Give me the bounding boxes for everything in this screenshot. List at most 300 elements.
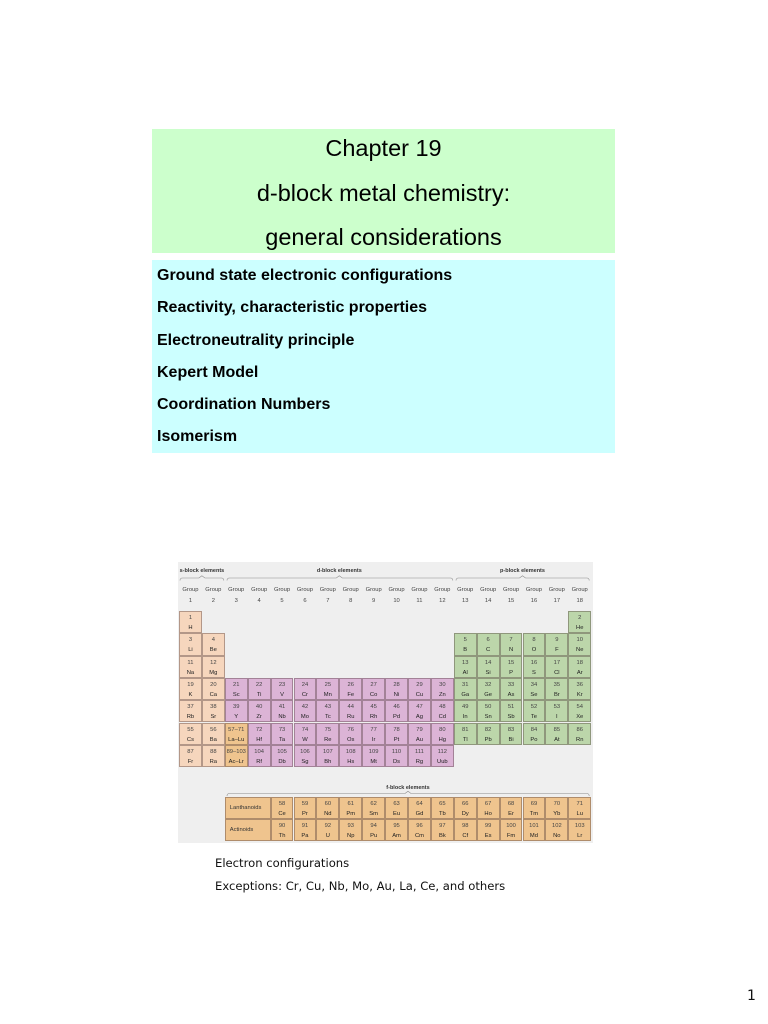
element-cell (500, 656, 523, 678)
group-header (316, 585, 339, 607)
element-symbol: S (532, 669, 536, 676)
atomic-number: 104 (254, 748, 264, 755)
atomic-number: 13 (462, 659, 469, 666)
element-symbol: Hf (256, 736, 263, 743)
element-cell (225, 745, 248, 767)
element-cell (271, 797, 294, 819)
atomic-number: 87 (187, 748, 194, 755)
group-word: Group (548, 587, 565, 593)
element-symbol: Ce (278, 810, 286, 817)
element-symbol: Sb (507, 714, 515, 721)
element-symbol: Fm (506, 832, 516, 839)
element-symbol: K (188, 691, 193, 698)
group-header (225, 585, 248, 607)
caption-electron-configurations: Electron configurations (215, 855, 350, 870)
element-cell (179, 678, 202, 700)
atomic-number: 7 (509, 637, 513, 644)
element-symbol: Ni (393, 691, 400, 698)
element-cell (545, 797, 568, 819)
element-cell (523, 819, 546, 841)
element-cell (477, 797, 500, 819)
atomic-number: 81 (462, 726, 469, 733)
element-cell (179, 656, 202, 678)
element-symbol: Zr (256, 714, 262, 721)
element-cell (362, 678, 385, 700)
atomic-number: 65 (439, 800, 446, 807)
group-number: 6 (303, 598, 307, 604)
atomic-number: 105 (277, 748, 287, 755)
element-cell (202, 678, 225, 700)
atomic-number: 51 (507, 704, 515, 711)
atomic-number: 3 (188, 637, 193, 644)
group-word: Group (502, 587, 520, 593)
group-word: Group (571, 587, 588, 593)
page-number: 1 (747, 988, 756, 1004)
atomic-number: 91 (301, 822, 309, 829)
atomic-number: 71 (576, 800, 583, 807)
atomic-number: 96 (416, 822, 423, 829)
element-cell (545, 678, 568, 700)
topics-box (152, 260, 615, 453)
element-symbol: N (508, 647, 514, 654)
element-symbol: V (280, 691, 284, 698)
atomic-number: 12 (210, 659, 217, 666)
f-series-name: Lanthanoids (229, 804, 262, 811)
atomic-number: 69 (530, 800, 538, 807)
element-symbol: Sn (484, 714, 492, 721)
atomic-number: 47 (416, 704, 423, 711)
group-word: Group (251, 587, 268, 593)
element-cell (202, 633, 225, 655)
atomic-number: 62 (370, 800, 377, 807)
element-cell (523, 633, 546, 655)
element-cell (500, 633, 523, 655)
group-header (568, 585, 591, 607)
atomic-number: 108 (345, 748, 356, 755)
element-symbol: H (188, 625, 193, 631)
atomic-number: 57–71 (228, 726, 245, 733)
atomic-number: 93 (347, 822, 354, 829)
element-cell (500, 723, 523, 745)
element-symbol: Pu (370, 832, 378, 839)
element-cell (500, 678, 523, 700)
element-symbol: Te (530, 714, 537, 721)
element-symbol: Sr (210, 714, 217, 721)
atomic-number: 2 (578, 615, 582, 621)
element-cell (545, 723, 568, 745)
element-symbol: In (462, 714, 468, 721)
group-word: Group (205, 587, 222, 593)
p-block-header: p-block elements (500, 568, 545, 574)
group-number: 7 (326, 598, 330, 604)
element-symbol: B (463, 647, 468, 654)
atomic-number: 35 (553, 681, 561, 688)
element-cell (316, 700, 339, 722)
element-symbol: Rb (186, 714, 195, 721)
element-symbol: C (486, 647, 491, 654)
element-cell (523, 797, 546, 819)
element-symbol: Ar (576, 669, 583, 676)
atomic-number: 5 (463, 637, 467, 644)
atomic-number: 52 (530, 704, 538, 711)
element-symbol: Cu (415, 691, 424, 698)
element-symbol: Bh (324, 758, 332, 765)
element-symbol: Pd (392, 714, 401, 721)
element-cell (523, 656, 546, 678)
element-symbol: Cl (554, 669, 560, 676)
atomic-number: 63 (393, 800, 400, 807)
element-cell (568, 656, 591, 678)
atomic-number: 25 (324, 681, 332, 688)
element-symbol: Cs (186, 736, 194, 743)
atomic-number: 60 (324, 800, 332, 807)
element-symbol: Fe (347, 691, 355, 698)
atomic-number: 56 (210, 726, 217, 733)
group-number: 13 (462, 598, 469, 604)
element-cell (202, 745, 225, 767)
element-symbol: Ag (415, 714, 423, 721)
element-symbol: Rh (369, 714, 378, 721)
topic-item: Ground state electronic configurations (157, 267, 453, 284)
atomic-number: 33 (507, 681, 515, 688)
element-cell (385, 819, 408, 841)
atomic-number: 28 (393, 681, 400, 688)
atomic-number: 75 (324, 726, 332, 733)
atomic-number: 70 (553, 800, 561, 807)
chapter-number: Chapter 19 (325, 135, 442, 161)
element-cell (477, 633, 500, 655)
element-cell (477, 678, 500, 700)
element-symbol: Es (484, 832, 492, 839)
atomic-number: 78 (393, 726, 400, 733)
element-cell (568, 678, 591, 700)
group-header (523, 585, 546, 607)
element-symbol: Eu (392, 810, 401, 817)
atomic-number: 44 (347, 704, 354, 711)
element-cell (271, 700, 294, 722)
element-symbol: Dy (461, 810, 469, 817)
atomic-number: 26 (347, 681, 354, 688)
element-symbol: F (555, 647, 559, 654)
group-number: 15 (507, 598, 515, 604)
element-symbol: Se (530, 691, 538, 698)
element-cell (545, 700, 568, 722)
atomic-number: 34 (530, 681, 538, 688)
group-word: Group (296, 587, 313, 593)
figure-caption (215, 852, 505, 898)
element-cell (202, 723, 225, 745)
element-cell (316, 723, 339, 745)
element-cell (339, 678, 362, 700)
element-cell (339, 723, 362, 745)
element-symbol: Tc (324, 714, 331, 721)
atomic-number: 84 (530, 726, 538, 733)
topic-item: Isomerism (157, 428, 238, 446)
element-symbol: Ta (278, 736, 286, 743)
atomic-number: 4 (211, 637, 215, 644)
element-symbol: Lr (577, 832, 583, 839)
element-cell (568, 633, 591, 655)
element-symbol: U (325, 832, 330, 839)
atomic-number: 20 (210, 681, 217, 688)
group-header (454, 585, 477, 607)
element-cell (568, 819, 591, 841)
element-cell (431, 819, 454, 841)
group-word: Group (273, 587, 291, 593)
group-header (248, 585, 271, 607)
atomic-number: 68 (507, 800, 515, 807)
atomic-number: 46 (393, 704, 400, 711)
element-cell (316, 797, 339, 819)
element-symbol: Sc (232, 691, 240, 698)
chapter-title (152, 126, 615, 260)
element-symbol: Co (369, 691, 378, 698)
element-cell (385, 678, 408, 700)
group-number: 8 (349, 598, 353, 604)
element-cell (179, 745, 202, 767)
element-symbol: Nd (324, 810, 332, 817)
element-cell (568, 700, 591, 722)
element-symbol: As (507, 691, 515, 698)
element-cell (294, 819, 317, 841)
element-cell (339, 745, 362, 767)
element-cell (500, 819, 523, 841)
group-header (179, 585, 202, 607)
element-symbol: W (302, 736, 308, 743)
element-symbol: Re (324, 736, 332, 743)
atomic-number: 16 (530, 659, 538, 666)
group-number: 5 (280, 598, 284, 604)
element-cell (362, 819, 385, 841)
element-cell (477, 700, 500, 722)
element-symbol: Ga (461, 691, 470, 698)
atomic-number: 17 (553, 659, 561, 666)
topic-item: Electroneutrality principle (157, 331, 355, 349)
element-cell (454, 723, 477, 745)
f-series-name: Actinoids (229, 826, 254, 833)
atomic-number: 24 (301, 681, 309, 688)
element-cell (431, 745, 454, 767)
element-cell (523, 723, 546, 745)
s-block-header: s-block elements (179, 568, 225, 574)
atomic-number: 54 (576, 704, 583, 711)
element-cell (294, 723, 317, 745)
element-symbol: Ho (484, 810, 492, 817)
group-header (271, 585, 294, 607)
element-symbol: Os (347, 736, 355, 743)
topic-item: Coordination Numbers (157, 396, 331, 414)
element-symbol: Gd (415, 810, 424, 817)
element-cell (545, 656, 568, 678)
element-symbol: Tm (529, 810, 539, 817)
atomic-number: 50 (484, 704, 492, 711)
element-symbol: Ca (209, 691, 218, 698)
element-cell (362, 700, 385, 722)
p-block-brace (456, 576, 589, 581)
atomic-number: 110 (391, 748, 402, 755)
element-cell (248, 700, 271, 722)
atomic-number: 43 (324, 704, 332, 711)
atomic-number: 64 (416, 800, 423, 807)
group-header (408, 585, 431, 607)
element-symbol: Mn (323, 691, 332, 698)
atomic-number: 73 (278, 726, 286, 733)
element-cell (271, 819, 294, 841)
atomic-number: 53 (553, 704, 561, 711)
element-symbol: Pb (484, 736, 492, 743)
f-series-label (225, 819, 271, 841)
element-cell (362, 797, 385, 819)
atomic-number: 15 (507, 659, 515, 666)
atomic-number: 92 (324, 822, 332, 829)
atomic-number: 80 (439, 726, 446, 733)
element-symbol: Kr (576, 691, 583, 698)
atomic-number: 37 (187, 704, 194, 711)
atomic-number: 23 (278, 681, 286, 688)
element-symbol: Tl (462, 736, 468, 743)
element-symbol: Cf (462, 832, 469, 839)
group-header (362, 585, 385, 607)
group-number: 16 (530, 598, 538, 604)
element-cell (568, 723, 591, 745)
element-cell (179, 723, 202, 745)
element-cell (362, 745, 385, 767)
group-header (202, 585, 225, 607)
element-cell (545, 819, 568, 841)
topic-item: Reactivity, characteristic properties (157, 299, 428, 317)
element-symbol: Pa (301, 832, 309, 839)
element-symbol: Uub (437, 758, 448, 765)
element-symbol: Th (278, 832, 286, 839)
atomic-number: 99 (484, 822, 492, 829)
atomic-number: 97 (439, 822, 446, 829)
d-block-brace (227, 576, 453, 581)
element-cell (500, 700, 523, 722)
atomic-number: 82 (484, 726, 492, 733)
element-cell (408, 745, 431, 767)
group-header (431, 585, 454, 607)
element-symbol: Hs (347, 758, 355, 765)
element-symbol: Na (186, 669, 195, 676)
element-symbol: Au (415, 736, 423, 743)
element-symbol: Li (188, 647, 193, 654)
element-cell (248, 745, 271, 767)
chapter-subtitle-line: general considerations (265, 224, 502, 250)
element-cell (431, 678, 454, 700)
element-symbol: Zn (438, 691, 446, 698)
atomic-number: 31 (462, 681, 469, 688)
atomic-number: 112 (437, 748, 447, 755)
element-cell (477, 656, 500, 678)
element-cell (408, 797, 431, 819)
group-word: Group (480, 587, 497, 593)
atomic-number: 30 (439, 681, 446, 688)
element-symbol: Mo (300, 714, 309, 721)
group-number: 10 (393, 598, 400, 604)
group-header (385, 585, 408, 607)
element-symbol: Ge (484, 691, 492, 698)
element-cell (454, 700, 477, 722)
element-cell (385, 700, 408, 722)
group-word: Group (388, 587, 405, 593)
element-symbol: Ds (392, 758, 401, 765)
atomic-number: 86 (576, 726, 583, 733)
d-block-header: d-block elements (316, 568, 362, 574)
atomic-number: 38 (210, 704, 217, 711)
group-word: Group (319, 587, 336, 593)
element-symbol: At (554, 736, 560, 743)
atomic-number: 8 (532, 637, 536, 644)
element-cell (431, 700, 454, 722)
element-symbol: Pt (393, 736, 400, 743)
atomic-number: 95 (393, 822, 400, 829)
element-symbol: Cm (414, 832, 424, 839)
atomic-number: 100 (506, 822, 516, 829)
element-symbol: Sg (301, 758, 309, 765)
element-cell (294, 745, 317, 767)
element-cell (408, 723, 431, 745)
group-number: 12 (439, 598, 446, 604)
atomic-number: 18 (576, 659, 583, 666)
group-header (339, 585, 362, 607)
f-block-header: f-block elements (386, 785, 430, 791)
element-cell (500, 797, 523, 819)
atomic-number: 85 (553, 726, 561, 733)
atomic-number: 19 (187, 681, 194, 688)
atomic-number: 29 (416, 681, 423, 688)
element-cell (362, 723, 385, 745)
group-number: 18 (576, 598, 583, 604)
element-symbol: Ac–Lr (228, 758, 244, 765)
caption-exceptions: Exceptions: Cr, Cu, Nb, Mo, Au, La, Ce, and others (215, 878, 506, 893)
element-cell (316, 745, 339, 767)
element-cell (202, 700, 225, 722)
element-cell (523, 700, 546, 722)
atomic-number: 77 (370, 726, 377, 733)
element-symbol: Yb (553, 810, 561, 817)
atomic-number: 6 (486, 637, 490, 644)
group-word: Group (457, 587, 474, 593)
element-symbol: Be (209, 647, 217, 654)
atomic-number: 41 (278, 704, 286, 711)
atomic-number: 107 (323, 748, 333, 755)
element-symbol: Nb (278, 714, 286, 721)
atomic-number: 58 (278, 800, 286, 807)
element-cell (454, 819, 477, 841)
element-symbol: Rg (415, 758, 424, 765)
element-symbol: Ne (576, 647, 584, 654)
element-cell (454, 633, 477, 655)
atomic-number: 42 (301, 704, 309, 711)
element-cell (339, 700, 362, 722)
atomic-number: 98 (462, 822, 469, 829)
atomic-number: 90 (278, 822, 286, 829)
element-cell (179, 700, 202, 722)
element-symbol: Tb (438, 810, 446, 817)
element-symbol: Cr (301, 691, 308, 698)
group-number: 2 (211, 598, 215, 604)
atomic-number: 94 (370, 822, 377, 829)
element-symbol: Mt (370, 758, 377, 765)
atomic-number: 79 (416, 726, 423, 733)
element-symbol: Fr (187, 758, 194, 765)
atomic-number: 11 (187, 659, 194, 666)
element-cell (385, 745, 408, 767)
group-header (500, 585, 523, 607)
element-symbol: Ru (347, 714, 355, 721)
element-symbol: Rn (576, 736, 584, 743)
element-cell (454, 678, 477, 700)
